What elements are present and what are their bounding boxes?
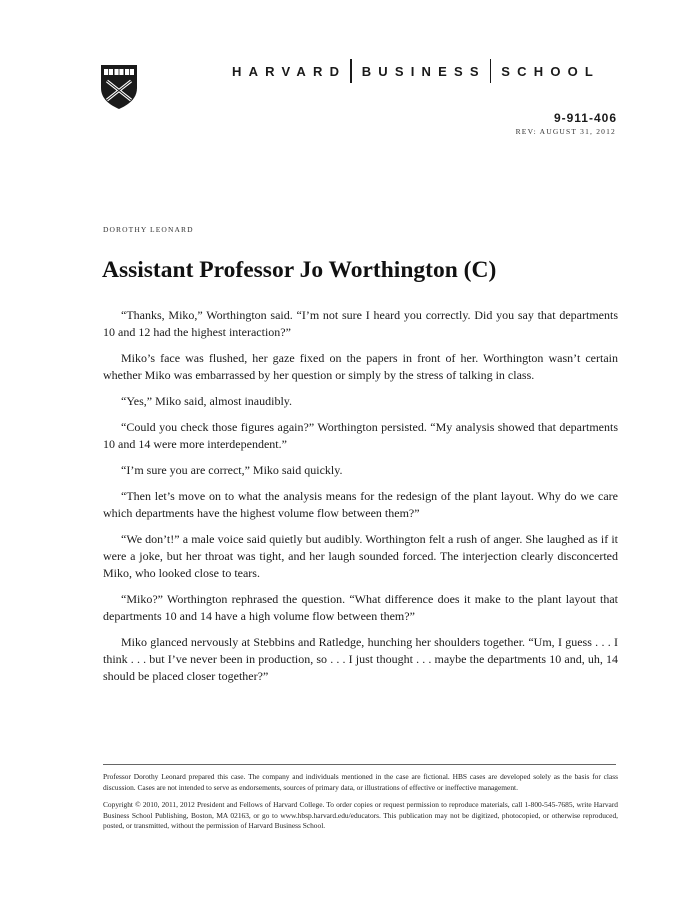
body-paragraph: “Yes,” Miko said, almost inaudibly. [121, 394, 292, 408]
masthead-school: SCHOOL [501, 63, 601, 79]
body-paragraph: Miko’s face was flushed, her gaze fixed on the papers in front of her. Worthington wasn’t certain whether Miko was embarrassed by her question or simply by the stress of talking in class. [103, 351, 618, 382]
masthead-divider [350, 59, 352, 83]
masthead-harvard: HARVARD [232, 63, 347, 79]
case-number: 9-911-406 [553, 111, 617, 125]
body-paragraph: “We don’t!” a male voice said quietly but audibly. Worthington felt a rush of anger. She laughed as if it were a joke, but her throat was tight, and her laugh sounded forced. The interjection clearly disconcerted Miko, who looked close to tears. [103, 532, 618, 580]
body-paragraph: “Miko?” Worthington rephrased the question. “What difference does it make to the plant layout that departments 10 and 14 have a high volume flow between them?” [103, 592, 618, 623]
body-paragraph: Miko glanced nervously at Stebbins and Ratledge, hunching her shoulders together. “Um, I guess . . . I think . . . but I’ve never been in production, so . . . I just thought . . . maybe the departments 10 and, uh, 14 should be placed closer together?” [103, 635, 618, 683]
footer-note: Professor Dorothy Leonard prepared this case. The company and individuals mentioned in the case are fictional. HBS cases are developed solely as the basis for class discussion. Cases are not intended to serve as endorsements, sources of primary data, or illustrations of effective or ineffective management. [103, 772, 618, 792]
body-paragraph: “Thanks, Miko,” Worthington said. “I’m not sure I heard you correctly. Did you say that departments 10 and 12 had the highest interaction?” [103, 308, 618, 339]
footer-divider [103, 764, 616, 765]
footer-notes [103, 772, 618, 839]
body-paragraph: “Then let’s move on to what the analysis means for the redesign of the plant layout. Why do we care which departments have the highest volume flow between them?” [103, 489, 618, 520]
masthead-business: BUSINESS [361, 63, 486, 79]
harvard-shield-icon [100, 64, 138, 110]
body-paragraph: “Could you check those figures again?” Worthington persisted. “My analysis showed that departments 10 and 14 were more interdependent.” [103, 420, 618, 451]
author-name: DOROTHY LEONARD [103, 225, 194, 234]
case-body [103, 307, 618, 694]
footer-copyright: Copyright © 2010, 2011, 2012 President and Fellows of Harvard College. To order copies or request permission to reproduce materials, call 1-800-545-7685, write Harvard Business School Publishing, Boston, MA 02163, or go to www.hbsp.harvard.edu/educators. This publication may not be digitized, photocopied, or otherwise reproduced, posted, or transmitted, without the permission of Harvard Business School. [103, 800, 618, 830]
masthead-divider [490, 59, 492, 83]
revision-date: REV: AUGUST 31, 2012 [515, 127, 616, 136]
institution-masthead [232, 60, 600, 82]
case-title: Assistant Professor Jo Worthington (C) [102, 257, 497, 283]
body-paragraph: “I’m sure you are correct,” Miko said quickly. [121, 463, 343, 477]
